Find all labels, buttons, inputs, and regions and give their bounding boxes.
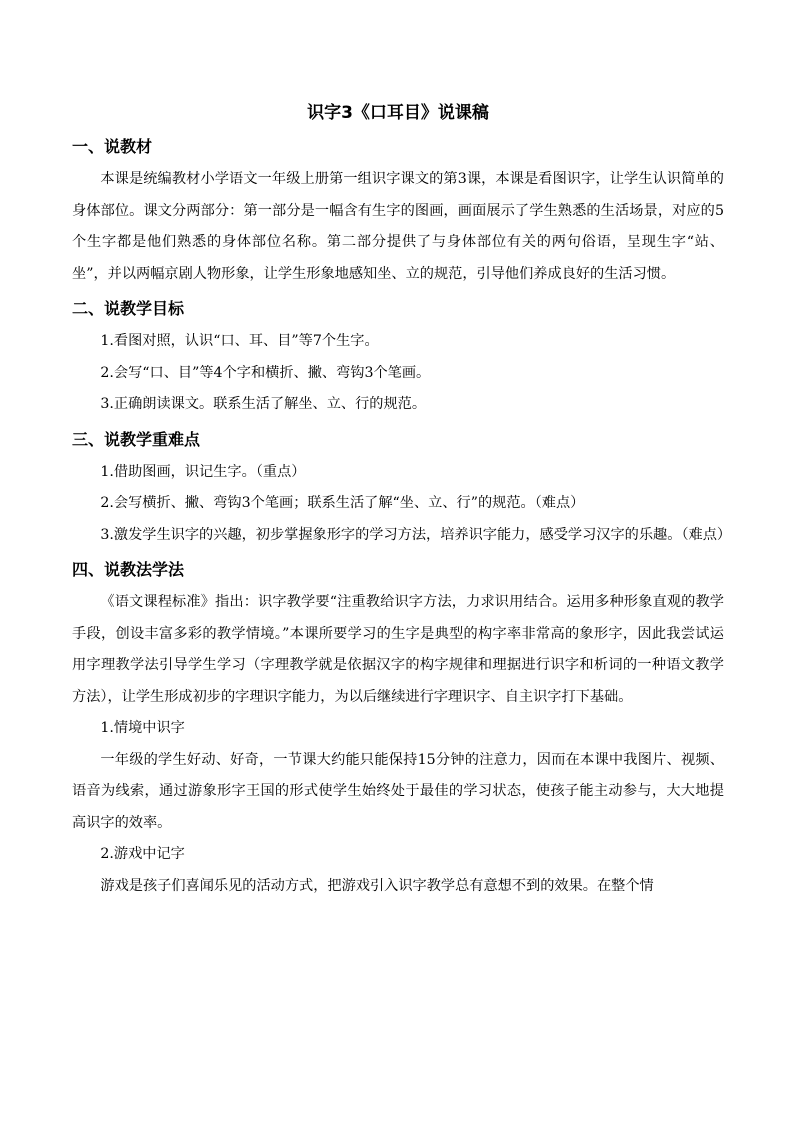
list-item: 1.看图对照，认识“口、耳、目”等7个生字。 [100, 333, 379, 349]
section-teaching-material [72, 132, 724, 290]
section-key-points [72, 425, 732, 552]
section-heading: 一、说教材 [72, 137, 153, 156]
paragraph: 一年级的学生好动、好奇，一节课大约能只能保持15分钟的注意力，因而在本课中我图片、视频、语音为线索，通过游象形字王国的形式使学生始终处于最佳的学习状态，使孩子能主动参与，大大地提高识字的效率。 [72, 751, 724, 831]
list-item: 3.激发学生识字的兴趣，初步掌握象形字的学习方法，培养识字能力，感受学习汉字的乐趣。（难点） [100, 526, 732, 543]
paragraph: 游戏是孩子们喜闻乐见的活动方式，把游戏引入识字教学总有意想不到的效果。在整个情 [100, 877, 654, 894]
list-item: 2.会写“口、目”等4个字和横折、撇、弯钩3个笔画。 [100, 364, 431, 381]
subheading: 2.游戏中记字 [100, 846, 185, 862]
section-methods [72, 555, 724, 902]
subheading: 1.情境中识字 [100, 720, 185, 736]
section-heading: 二、说教学目标 [72, 299, 185, 318]
paragraph: 本课是统编教材小学语文一年级上册第一组识字课文的第3课，本课是看图识字，让学生认识简单的身体部位。课文分两部分：第一部分是一幅含有生字的图画，画面展示了学生熟悉的生活场景，对应的5个生字都是他们熟悉的身体部位名称。第二部分提供了与身体部位有关的两句俗语，呈现生字“站、坐”，并以两幅京剧人物形象，让学生形象地感知坐、立的规范，引导他们养成良好的生活习惯。 [72, 171, 724, 282]
section-heading: 四、说教法学法 [72, 560, 185, 579]
list-item: 2.会写横折、撇、弯钩3个笔画；联系生活了解“坐、立、行”的规范。（难点） [100, 495, 585, 511]
list-item: 1.借助图画，识记生字。（重点） [100, 463, 306, 480]
paragraph: 《语文课程标准》指出：识字教学要“注重教给识字方法，力求识用结合。运用多种形象直观的教学手段，创设丰富多彩的教学情境。”本课所要学习的生字是典型的构字率非常高的象形字，因此我尝试运用字理教学法引导学生学习（字理教学就是依据汉字的构字规律和理据进行识字和析词的一种语文教学方法），让学生形成初步的字理识字能力，为以后继续进行字理识字、自主识字打下基础。 [72, 594, 724, 705]
section-heading: 三、说教学重难点 [72, 429, 201, 449]
list-item: 3.正确朗读课文。联系生活了解坐、立、行的规范。 [100, 396, 427, 412]
document-title: 识字3《口耳目》说课稿 [307, 103, 489, 123]
section-teaching-goals [72, 294, 724, 421]
document-page [72, 98, 732, 906]
